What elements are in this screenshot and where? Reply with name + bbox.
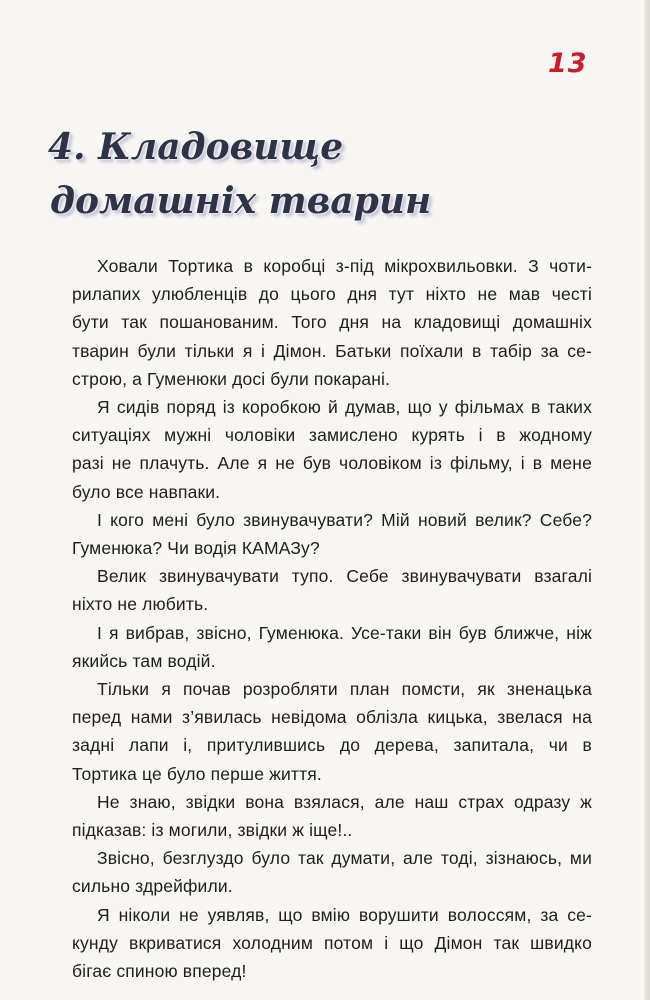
text-line: сильно здрейфили. <box>72 876 233 897</box>
chapter-title <box>48 120 431 228</box>
text-line: бігає спиною вперед! <box>72 961 247 982</box>
text-line: Не знаю, звідки вона взялася, але наш страх одразу ж <box>97 791 592 812</box>
chapter-title-line-1: 4. Кладовище <box>48 126 344 168</box>
paragraph <box>72 901 592 986</box>
text-line: строю, а Гуменюки досі були покарані. <box>72 368 391 389</box>
text-line: задні лапи і, притулившись до дерева, запитала, чи в <box>72 735 592 756</box>
text-line: рилапих улюбленців до цього дня тут ніхто не мав честі <box>72 284 592 305</box>
paragraph <box>72 562 592 618</box>
paragraph <box>72 619 592 675</box>
text-line: Я сидів поряд із коробкою й думав, що у фільмах в таких <box>97 397 592 418</box>
paragraph <box>72 252 592 393</box>
paragraph <box>72 393 592 506</box>
text-line: Тільки я почав розробляти план помсти, як зненацька <box>97 679 592 700</box>
text-line: І кого мені було звинувачувати? Мій новий велик? Себе? <box>97 509 592 530</box>
text-line: кунду вкриватися холодним потом і що Дімон так швидко <box>72 932 592 953</box>
text-line: якийсь там водій. <box>72 650 216 671</box>
text-line: Велик звинувачувати тупо. Себе звинувачувати взагалі <box>97 566 592 587</box>
text-line: ніхто не любить. <box>72 594 209 615</box>
text-line: бути так пошанованим. Того дня на кладовищі домашніх <box>72 312 592 333</box>
page-edge <box>644 0 650 1000</box>
text-line: І я вибрав, звісно, Гуменюка. Усе-таки він був ближче, ніж <box>97 622 592 643</box>
text-line: підказав: із могили, звідки ж іще!.. <box>72 820 353 841</box>
text-line: Я ніколи не уявляв, що вмію ворушити волоссям, за се- <box>97 904 592 925</box>
text-line: ситуаціях мужні чоловіки замислено курять і в жодному <box>72 425 592 446</box>
text-line: тварин були тільки я і Дімон. Батьки поїхали в табір за се- <box>72 340 592 361</box>
paragraph <box>72 844 592 900</box>
text-line: перед нами з’явилась невідома облізла кицька, звелася на <box>72 707 592 728</box>
text-line: Звісно, безглуздо було так думати, але тоді, зізнаюсь, ми <box>97 848 592 869</box>
paragraph <box>72 788 592 844</box>
page-number: 13 <box>548 48 588 79</box>
paragraph <box>72 506 592 562</box>
text-line: Гуменюка? Чи водія КАМАЗу? <box>72 538 320 559</box>
text-line: разі не плачуть. Але я не був чоловіком із фільму, і в мене <box>72 453 592 474</box>
body-text <box>72 252 592 985</box>
paragraph <box>72 675 592 788</box>
chapter-title-line-2: домашніх тварин <box>50 180 432 222</box>
text-line: було все навпаки. <box>72 481 221 502</box>
text-line: Тортика це було перше життя. <box>72 763 322 784</box>
text-line: Ховали Тортика в коробці з-під мікрохвильовки. З чоти- <box>97 256 592 276</box>
